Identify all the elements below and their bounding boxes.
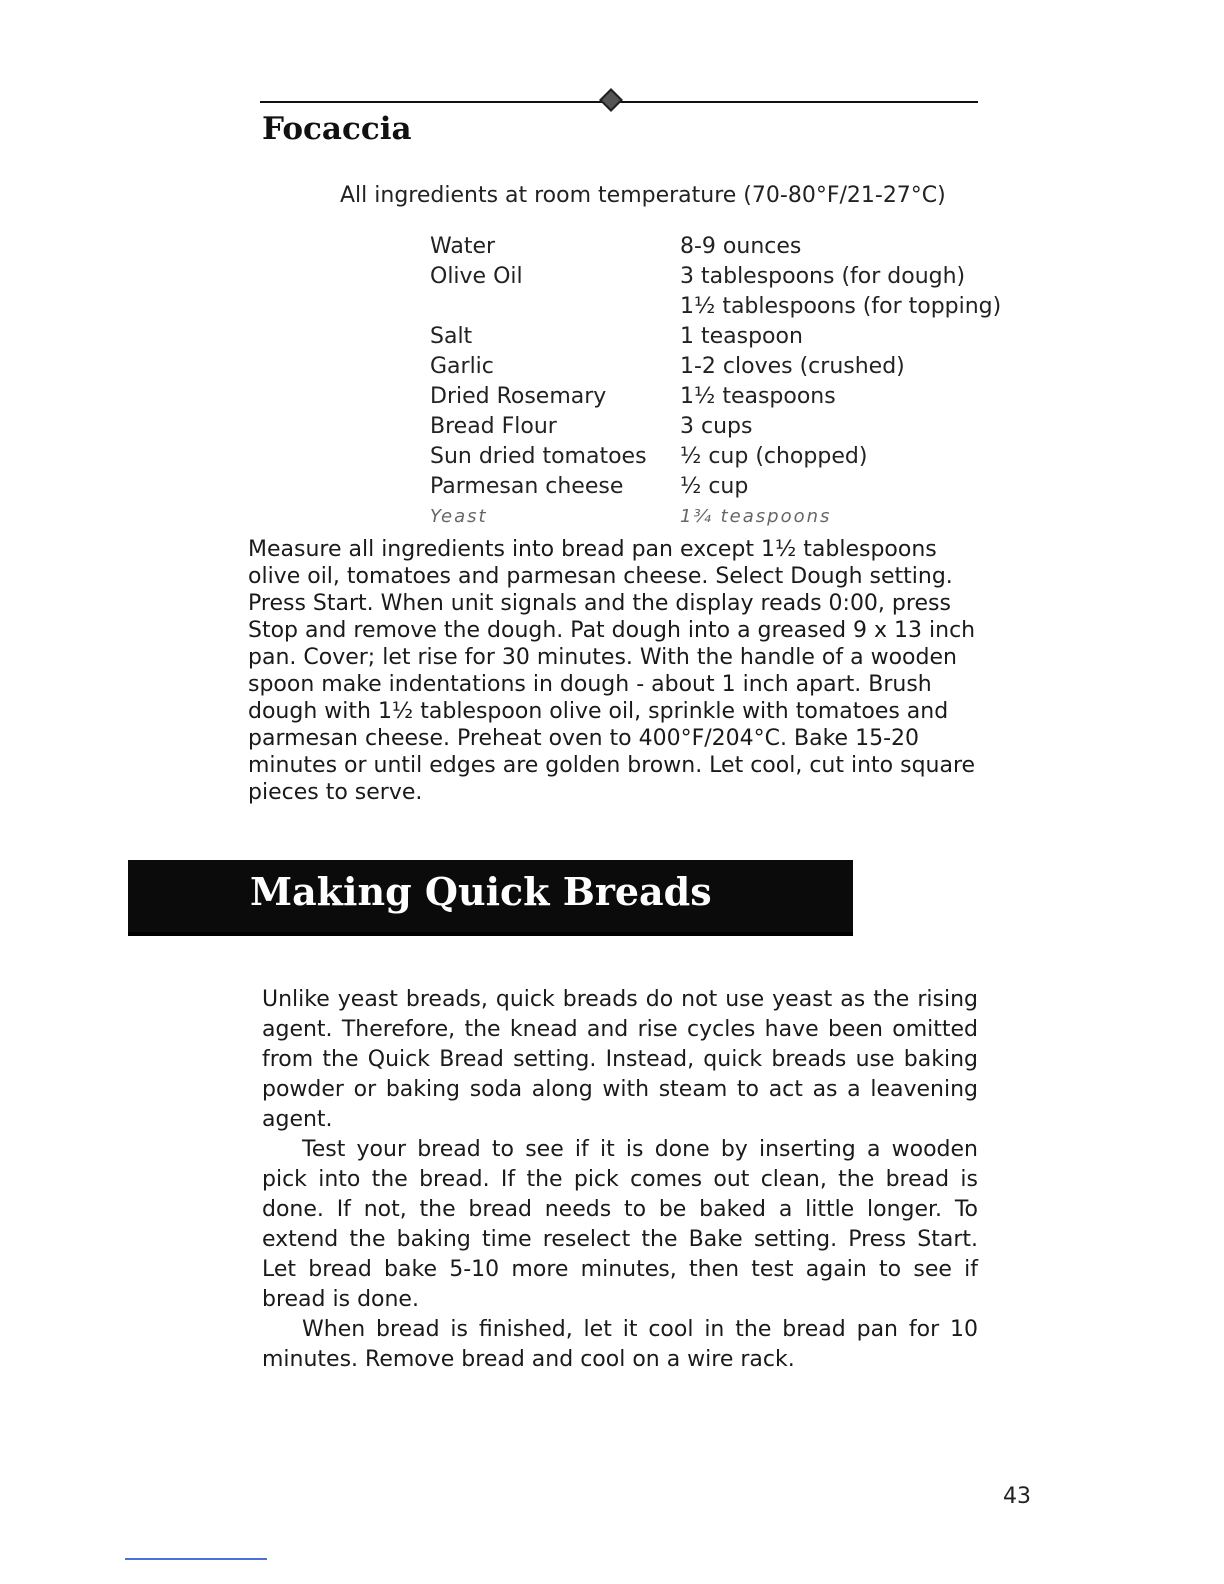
ingredient-amount: 3 tablespoons (for dough) [680, 264, 966, 289]
ingredient-name: Salt [430, 324, 473, 349]
page-number: 43 [1003, 1484, 1031, 1509]
ingredients-list [430, 232, 1001, 532]
temperature-note: All ingredients at room temperature (70-80°F/21-27°C) [340, 183, 946, 208]
section-heading: Making Quick Breads [250, 869, 712, 914]
quick-breads-text [262, 985, 978, 1375]
ingredient-amount: 1½ tablespoons (for topping) [680, 294, 1002, 319]
ingredient-row [430, 292, 1001, 322]
ingredient-name: Bread Flour [430, 414, 557, 439]
ingredient-name: Yeast [430, 506, 488, 527]
ingredient-amount: 1¾ teaspoons [680, 506, 832, 527]
ingredient-row [430, 412, 1001, 442]
page-edge-line [125, 1558, 267, 1560]
ingredient-amount: ½ cup (chopped) [680, 444, 868, 469]
ingredient-amount: 1-2 cloves (crushed) [680, 354, 905, 379]
diamond-ornament-icon [599, 88, 623, 112]
ingredient-amount: 1½ teaspoons [680, 384, 836, 409]
ingredient-name: Garlic [430, 354, 494, 379]
ingredient-row [430, 232, 1001, 262]
ingredient-amount: ½ cup [680, 474, 749, 499]
ingredient-row [430, 352, 1001, 382]
recipe-title: Focaccia [262, 111, 412, 147]
paragraph: When bread is finished, let it cool in the bread pan for 10 minutes. Remove bread and cool on a wire rack. [262, 1317, 978, 1372]
ingredient-name: Dried Rosemary [430, 384, 607, 409]
ingredient-row [430, 382, 1001, 412]
ingredient-row [430, 472, 1001, 502]
ingredient-name [430, 292, 680, 322]
ingredient-amount: 8-9 ounces [680, 234, 802, 259]
ingredient-row [430, 262, 1001, 292]
ingredient-row [430, 322, 1001, 352]
ingredient-name: Olive Oil [430, 264, 523, 289]
ingredient-row [430, 442, 1001, 472]
ingredient-amount: 3 cups [680, 414, 753, 439]
recipe-method: Measure all ingredients into bread pan except 1½ tablespoons olive oil, tomatoes and parmesan cheese. Select Dough setting. Press Start. When unit signals and the display reads 0:00, press Stop and remove the dough. Pat dough into a greased 9 x 13 inch pan. Cover; let rise for 30 minutes. With the handle of a wooden spoon make indentations in dough - about 1 inch apart. Brush dough with 1½ tablespoon olive oil, sprinkle with tomatoes and parmesan cheese. Preheat oven to 400°F/204°C. Bake 15-20 minutes or until edges are golden brown. Let cool, cut into square pieces to serve. [248, 537, 976, 805]
paragraph: Unlike yeast breads, quick breads do not use yeast as the rising agent. Therefore, the knead and rise cycles have been omitted from the Quick Bread setting. Instead, quick breads use baking powder or baking soda along with steam to act as a leavening agent. [262, 987, 978, 1132]
ingredient-amount: 1 teaspoon [680, 324, 803, 349]
section-banner [128, 860, 853, 936]
ingredient-row-handwritten [430, 502, 1001, 532]
ingredient-name: Parmesan cheese [430, 474, 624, 499]
paragraph: Test your bread to see if it is done by inserting a wooden pick into the bread. If the pick comes out clean, the bread is done. If not, the bread needs to be baked a little longer. To extend the baking time reselect the Bake setting. Press Start. Let bread bake 5-10 more minutes, then test again to see if bread is done. [262, 1137, 978, 1312]
ingredient-name: Sun dried tomatoes [430, 444, 647, 469]
ingredient-name: Water [430, 234, 496, 259]
